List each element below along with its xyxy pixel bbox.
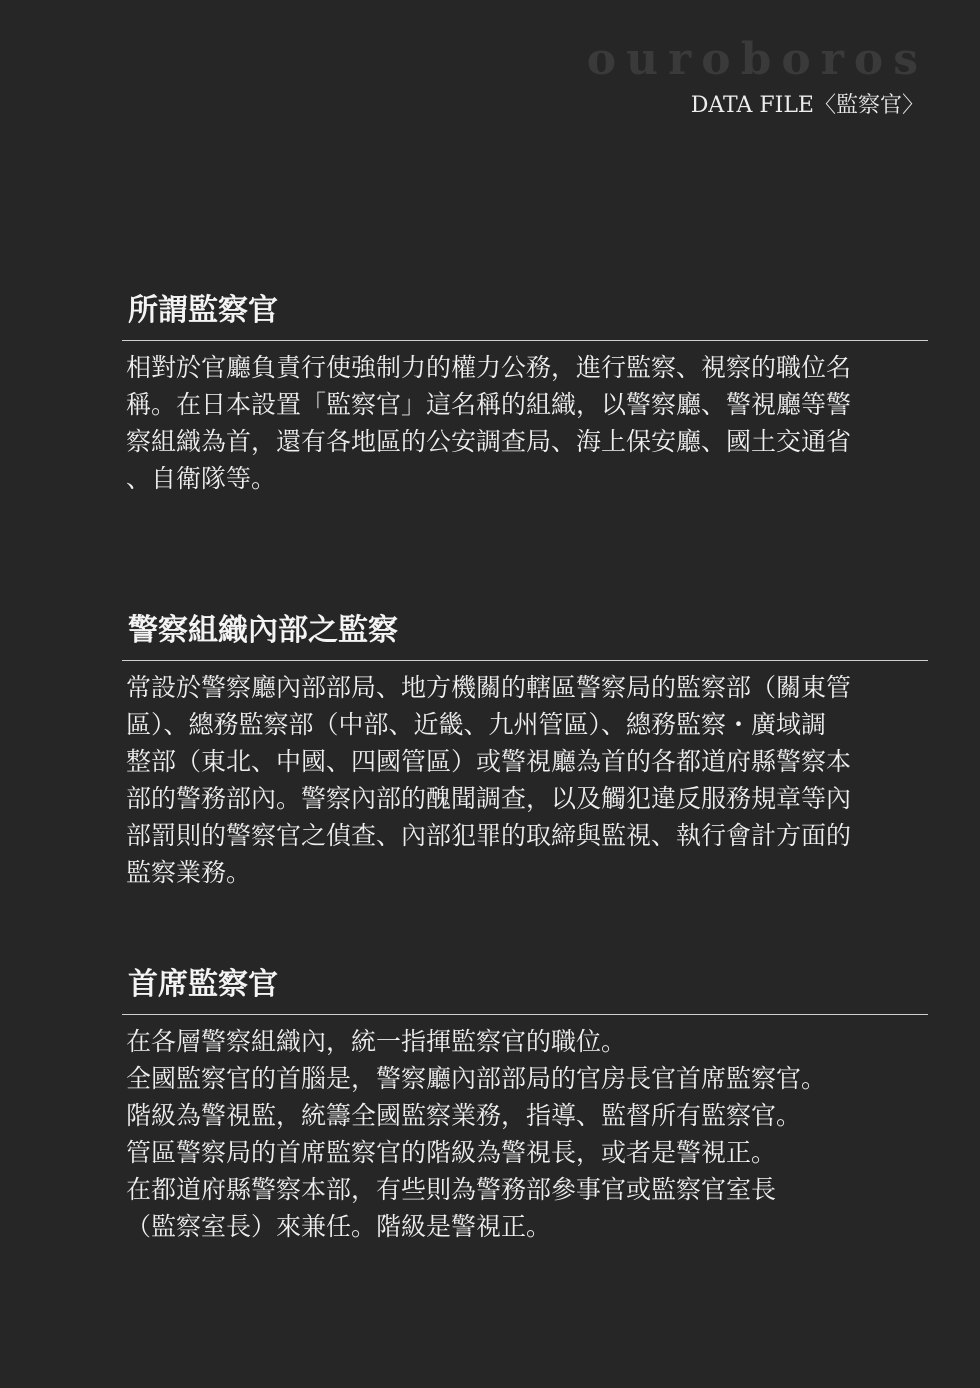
body-line: （監察室長）來兼任。階級是警視正。: [126, 1212, 552, 1241]
body-line: 稱。在日本設置「監察官」這名稱的組織，以警察廳、警視廳等警: [126, 390, 852, 419]
body-line: 常設於警察廳內部部局、地方機關的轄區警察局的監察部（關東管: [126, 673, 852, 702]
data-file-label: DATA FILE〈監察官〉: [690, 93, 924, 118]
section-internal-inspection: [122, 612, 930, 891]
body-line: 全國監察官的首腦是，警察廳內部部局的官房長官首席監察官。: [126, 1064, 827, 1093]
body-line: 階級為警視監，統籌全國監察業務，指導、監督所有監察官。: [126, 1101, 802, 1130]
section-title: 警察組織內部之監察: [128, 613, 398, 648]
body-line: 相對於官廳負責行使強制力的權力公務，進行監察、視察的職位名: [126, 353, 852, 382]
body-line: 整部（東北、中國、四國管區）或警視廳為首的各都道府縣警察本: [126, 747, 852, 776]
body-line: 部罰則的警察官之偵查、內部犯罪的取締與監視、執行會計方面的: [126, 821, 852, 850]
section-title: 所謂監察官: [128, 293, 278, 328]
section-body: [126, 669, 916, 891]
section-divider: [122, 340, 928, 341]
section-body: [126, 1023, 916, 1245]
section-what-is-inspector: [122, 292, 930, 497]
section-divider: [122, 1014, 928, 1015]
body-line: 察組織為首，還有各地區的公安調查局、海上保安廳、國土交通省: [126, 427, 852, 456]
body-line: 、自衛隊等。: [126, 464, 277, 493]
body-line: 管區警察局的首席監察官的階級為警視長，或者是警視正。: [126, 1138, 777, 1167]
section-title: 首席監察官: [128, 967, 278, 1002]
section-body: [126, 349, 916, 497]
body-line: 在都道府縣警察本部，有些則為警務部參事官或監察官室長: [126, 1175, 777, 1204]
body-line: 在各層警察組織內，統一指揮監察官的職位。: [126, 1027, 627, 1056]
body-line: 部的警務部內。警察內部的醜聞調查，以及觸犯違反服務規章等內: [126, 784, 852, 813]
section-divider: [122, 660, 928, 661]
series-logo: ouroboros: [586, 34, 928, 85]
section-chief-inspector: [122, 966, 930, 1245]
body-line: 監察業務。: [126, 858, 252, 887]
body-line: 區）、總務監察部（中部、近畿、九州管區）、總務監察・廣域調: [126, 710, 827, 739]
